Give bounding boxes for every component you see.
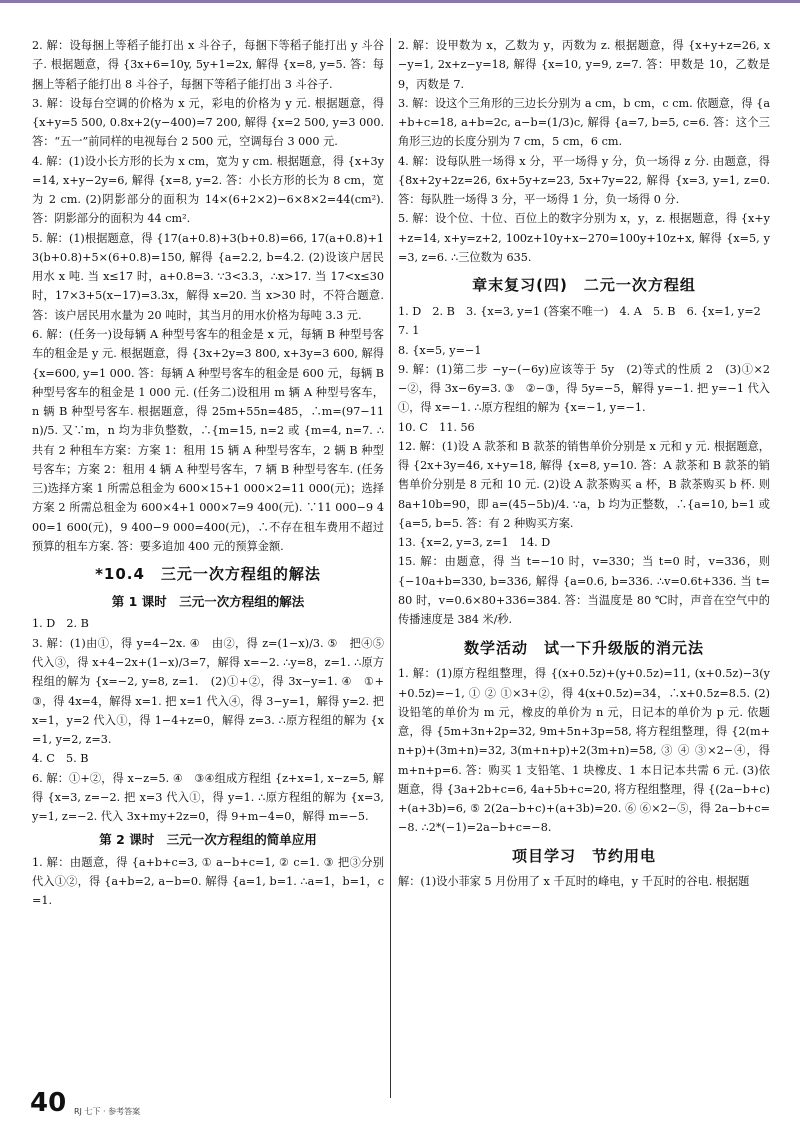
- answer-line: 4. C 5. B: [32, 752, 89, 766]
- answer-line: 1. D 2. B: [32, 617, 89, 631]
- section-heading: 数学活动 试一下升级版的消元法: [463, 638, 704, 657]
- solution-paragraph: 9. 解：(1)第二步 −y−(−6y)应该等于 5y (2)等式的性质 2 (3)①×2−②，得 3x−6y=3. ③ ②−③，得 5y=−5，解得 y=−1. 把 y=−1 代入①，得 x=−1. ∴原方程组的解为 {x=−1, y=−1.: [398, 362, 770, 415]
- top-color-bar: [0, 0, 800, 3]
- section-heading: *10.4 三元一次方程组的解法: [95, 565, 321, 584]
- solution-paragraph: 1. 解：由题意，得 {a+b+c=3, ① a−b+c=1, ② c=1. ③ 把③分别代入①②，得 {a+b=2, a−b=0. 解得 {a=1, b=1. ∴a=1，b=1，c=1.: [32, 855, 384, 908]
- solution-paragraph: 解：(1)设小菲家 5 月份用了 x 千瓦时的峰电，y 千瓦时的谷电. 根据题: [398, 875, 750, 889]
- solution-paragraph: 15. 解：由题意，得 当 t=−10 时，v=330；当 t=0 时，v=336，则 {−10a+b=330, b=336, 解得 {a=0.6, b=336. ∴v=0.6t+336. 当 t=80 时，v=0.6×80+336=384. 答：当温度是 80 ℃时，声音在空气中的传播速度是 384 米/秒.: [398, 555, 770, 627]
- subsection-heading: 第 2 课时 三元一次方程组的简单应用: [99, 832, 317, 848]
- solution-paragraph: 6. 解：①+②，得 x−z=5. ④ ③④组成方程组 {z+x=1, x−z=5, 解得 {x=3, z=−2. 把 x=3 代入①，得 y=1. ∴原方程组的解为 {x=3, y=1, z=−2. 代入 3x+my+2z=0，得 9+m−4=0，解得 m=−5.: [32, 771, 384, 824]
- answer-line: 1. D 2. B 3. {x=3, y=1 (答案不唯一) 4. A 5. B 6. {x=1, y=2 7. 1: [398, 304, 772, 338]
- solution-paragraph: 12. 解：(1)设 A 款茶和 B 款茶的销售单价分别是 x 元和 y 元. 根据题意，得 {2x+3y=46, x+y=18, 解得 {x=8, y=10. 答：A 款茶和 B 款茶的销售单价分别是 8 元和 10 元. (2)设 A 款茶购买 a 杯，B 款茶购买 b 杯. 则 8a+10b=90，即 a=(45−5b)/4. ∵a，b 均为正整数，∴{a=10, b=1 或 {a=5, b=5. 答：有 2 种购买方案.: [398, 439, 770, 530]
- column-divider: [390, 38, 391, 1098]
- answer-line: 10. C 11. 56: [398, 420, 475, 434]
- solution-paragraph: 6. 解：(任务一)设每辆 A 种型号客车的租金是 x 元，每辆 B 种型号客车的租金是 y 元. 根据题意，得 {3x+2y=3 800, x+3y=3 600, 解得 {x=600, y=1 000. 答：每辆 A 种型号客车的租金是 600 元，每辆 B 种型号客车的租金是 1 000 元. (任务二)设租用 m 辆 A 种型号客车，n 辆 B 种型号客车. 根据题意，得 25m+55n=485，∴m=(97−11n)/5. 又∵m，n 均为非负整数，∴{m=15, n=2 或 {m=4, n=7. ∴共有 2 种租车方案：方案 1：租用 15 辆 A 种型号客车，2 辆 B 种型号客车；方案 2：租用 4 辆 A 种型号客车，7 辆 B 种型号客车. (任务三)选择方案 1 所需总租金为 600×15+1 000×2=11 000(元)；选择方案 2 所需总租金为 600×4+1 000×7=9 400(元). ∵11 000−9 400=1 600(元)，9 400−9 000=400(元)，∴不存在租车费用不超过预算的租车方案. 答：要多追加 400 元的预算金额.: [32, 327, 384, 553]
- solution-paragraph: 4. 解：设每队胜一场得 x 分，平一场得 y 分，负一场得 z 分. 由题意，得 {8x+2y+2z=26, 6x+5y+z=23, 5x+7y=22, 解得 {x=3, y=1, z=0. 答：每队胜一场得 3 分，平一场得 1 分，负一场得 0 分.: [398, 154, 770, 207]
- solution-paragraph: 3. 解：(1)由①，得 y=4−2x. ④ 由②，得 z=(1−x)/3. ⑤ 把④⑤代入③，得 x+4−2x+(1−x)/3=7，解得 x=−2. ∴y=8，z=1. ∴原方程组的解为 {x=−2, y=8, z=1. (2)①+②，得 3x−y=1. ④ ①+③，得 4x=4，解得 x=1. 把 x=1 代入④，得 3−y=1，解得 y=2. 把 x=1，y=2 代入①，得 1−4+z=0，解得 z=3. ∴原方程组的解为 {x=1, y=2, z=3.: [32, 636, 384, 747]
- page-number: 40: [30, 1088, 67, 1118]
- solution-paragraph: 3. 解：设这个三角形的三边长分别为 a cm，b cm，c cm. 依题意，得 {a+b+c=18, a+b=2c, a−b=(1/3)c, 解得 {a=7, b=5, c=6. 答：这个三角形三边的长度分别为 7 cm，5 cm，6 cm.: [398, 96, 770, 149]
- solution-paragraph: 2. 解：设甲数为 x，乙数为 y，丙数为 z. 根据题意，得 {x+y+z=26, x−y=1, 2x+z−y=18, 解得 {x=10, y=9, z=7. 答：甲数是 10，乙数是 9，丙数是 7.: [398, 39, 770, 91]
- footer-label: RJ 七下 · 参考答案: [74, 1107, 141, 1116]
- subsection-heading: 第 1 课时 三元一次方程组的解法: [111, 593, 305, 609]
- section-heading: 项目学习 节约用电: [511, 846, 656, 865]
- answer-line: 13. {x=2, y=3, z=1 14. D: [398, 536, 551, 550]
- solution-paragraph: 5. 解：(1)根据题意，得 {17(a+0.8)+3(b+0.8)=66, 17(a+0.8)+13(b+0.8)+5×(6+0.8)=150, 解得 {a=2.2, b=4.2. (2)设该户居民用水 x 吨. 当 x≤17 时，a+0.8=3. ∵3<3.3，∴x>17. 当 17<x≤30 时，17×3+5(x−17)=3.3x，解得 x=20. 当 x>30 时，不符合题意. 答：该户居民用水量为 20 吨时，其当月的用水价格为每吨 3.3 元.: [32, 231, 384, 322]
- solution-paragraph: 4. 解：(1)设小长方形的长为 x cm，宽为 y cm. 根据题意，得 {x+3y=14, x+y−2y=6, 解得 {x=8, y=2. 答：小长方形的长为 8 cm，宽为 2 cm. (2)阴影部分的面积为 14×(6+2×2)−6×8×2=44(cm²). 答：阴影部分的面积为 44 cm².: [32, 154, 384, 226]
- solution-paragraph: 3. 解：设每台空调的价格为 x 元，彩电的价格为 y 元. 根据题意，得 {x+y=5 500, 0.8x+2(y−400)=7 200, 解得 {x=2 500, y=3 000. 答：“五一”前同样的电视每台 2 500 元，空调每台 3 000 元.: [32, 96, 384, 149]
- solution-paragraph: 5. 解：设个位、十位、百位上的数字分别为 x，y，z. 根据题意，得 {x+y+z=14, x+y=z+2, 100z+10y+x−270=100y+10z+x, 解得 {x=5, y=3, z=6. ∴三位数为 635.: [398, 212, 770, 264]
- section-heading: 章末复习(四) 二元一次方程组: [472, 276, 696, 295]
- solution-paragraph: 1. 解：(1)原方程组整理，得 {(x+0.5z)+(y+0.5z)=11, (x+0.5z)−3(y+0.5z)=−1, ① ② ①×3+②，得 4(x+0.5z)=34，∴x+0.5z=8.5. (2)设铅笔的单价为 m 元，橡皮的单价为 n 元，日记本的单价为 p 元. 依题意，得 {5m+3n+2p=32, 9m+5n+3p=58, 将方程组整理，得 {2(m+n+p)+(3m+n)=32, 3(m+n+p)+2(3m+n)=58, ③ ④ ③×2−④，得 m+n+p=6. 答：购买 1 支铅笔、1 块橡皮、1 本日记本共需 6 元. (3)依题意，得 {3a+2b+c=6, 4a+5b+c=20, 将方程组整理，得 {(2a−b+c)+(a+3b)=6, ⑤ 2(2a−b+c)+(a+3b)=20. ⑥ ⑥×2−⑤，得 2a−b+c=−8. ∴2*(−1)=2a−b+c=−8.: [398, 667, 770, 835]
- solution-paragraph: 2. 解：设每捆上等稻子能打出 x 斗谷子，每捆下等稻子能打出 y 斗谷子. 根据题意，得 {3x+6=10y, 5y+1=2x, 解得 {x=8, y=5. 答：每捆上等稻子能打出 8 斗谷子，每捆下等稻子能打出 3 斗谷子.: [32, 39, 384, 91]
- left-column: [32, 36, 384, 911]
- answer-line: 8. {x=5, y=−1: [398, 343, 482, 357]
- right-column: [398, 36, 770, 892]
